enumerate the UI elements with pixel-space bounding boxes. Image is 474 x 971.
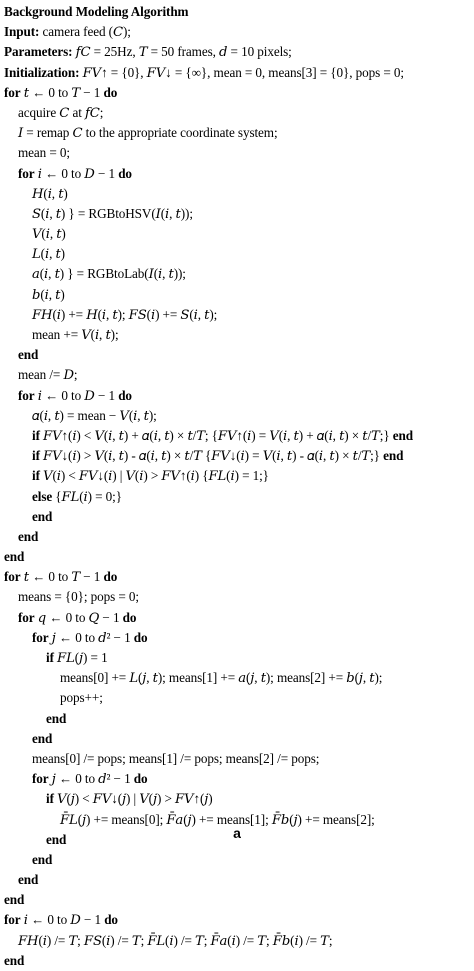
algorithm-line: if 𝐹𝑉↓(𝑖) > 𝑉(𝑖, 𝑡) - 𝛼(𝑖, 𝑡) × 𝑡/𝑇 {𝐹𝑉↓(𝑖) = 𝑉(𝑖, 𝑡) - 𝛼(𝑖, 𝑡) × 𝑡/𝑇;} end [32, 448, 404, 464]
algorithm-line: end [18, 872, 39, 888]
algorithm-line: 𝑏(𝑖, 𝑡) [32, 286, 65, 302]
algorithm-line: for 𝑖 ← 0 to 𝐷 − 1 do [4, 912, 118, 928]
algorithm-line: for 𝑗 ← 0 to 𝑑² − 1 do [32, 771, 148, 787]
algorithm-line: 𝑉(𝑖, 𝑡) [32, 226, 66, 242]
algorithm-line: for 𝑗 ← 0 to 𝑑² − 1 do [32, 629, 148, 645]
algorithm-line: end [46, 831, 67, 847]
algorithm-line: end [18, 528, 39, 544]
algorithm-line: 𝑆(𝑖, 𝑡) } = RGBtoHSV(𝐼(𝑖, 𝑡)); [32, 205, 193, 221]
algorithm-line: Input: camera feed (𝐶); [4, 24, 131, 40]
figure-caption: a [233, 825, 241, 841]
algorithm-line: mean += 𝑉(𝑖, 𝑡); [32, 327, 119, 342]
algorithm-line: end [32, 851, 53, 867]
algorithm-line: for 𝑡 ← 0 to 𝑇 − 1 do [4, 569, 118, 585]
algorithm-line: if 𝑉(𝑖) < 𝐹𝑉↓(𝑖) | 𝑉(𝑖) > 𝐹𝑉↑(𝑖) {𝐹𝐿(𝑖) = 1;} [32, 468, 269, 484]
algorithm-line: mean = 0; [18, 145, 70, 161]
algorithm-line: for 𝑞 ← 0 to 𝑄 − 1 do [18, 609, 137, 625]
algorithm-line: 𝐹𝐻(𝑖) /= 𝑇; 𝐹𝑆(𝑖) /= 𝑇; 𝐹̄𝐿(𝑖) /= 𝑇; 𝐹̄𝑎(𝑖) /= 𝑇; 𝐹̄𝑏(𝑖) /= 𝑇; [18, 932, 333, 948]
algorithm-line: 𝐼 = remap 𝐶 to the appropriate coordinate system; [18, 125, 278, 141]
algorithm-line: end [4, 952, 25, 968]
algorithm-line: 𝐹̄𝐿(𝑗) += means[0]; 𝐹̄𝑎(𝑗) += means[1]; 𝐹̄𝑏(𝑗) += means[2]; [60, 811, 375, 827]
algorithm-line: if 𝐹𝑉↑(𝑖) < 𝑉(𝑖, 𝑡) + 𝛼(𝑖, 𝑡) × 𝑡/𝑇; {𝐹𝑉↑(𝑖) = 𝑉(𝑖, 𝑡) + 𝛼(𝑖, 𝑡) × 𝑡/𝑇;} end [32, 427, 413, 443]
algorithm-line: mean /= 𝐷; [18, 367, 78, 383]
algorithm-line: if 𝐹𝐿(𝑗) = 1 [46, 650, 108, 665]
algorithm-line: end [4, 549, 25, 565]
algorithm-line: end [4, 892, 25, 908]
algorithm-line: 𝐹𝐻(𝑖) += 𝐻(𝑖, 𝑡); 𝐹𝑆(𝑖) += 𝑆(𝑖, 𝑡); [32, 306, 218, 322]
algorithm-line: means = {0}; pops = 0; [18, 589, 139, 605]
algorithm-line: for 𝑡 ← 0 to 𝑇 − 1 do [4, 84, 118, 100]
algorithm-line: end [32, 508, 53, 524]
algorithm-line: 𝛼(𝑖, 𝑡) = mean − 𝑉(𝑖, 𝑡); [32, 407, 157, 423]
algorithm-line: end [18, 347, 39, 363]
algorithm-line: end [46, 710, 67, 726]
algorithm-line: else {𝐹𝐿(𝑖) = 0;} [32, 488, 122, 504]
algorithm-line: pops++; [60, 690, 103, 706]
algorithm-line: for 𝑖 ← 0 to 𝐷 − 1 do [18, 165, 132, 181]
algorithm-line: 𝑎(𝑖, 𝑡) } = RGBtoLab(𝐼(𝑖, 𝑡)); [32, 266, 186, 282]
algorithm-line: end [32, 730, 53, 746]
algorithm-line: Initialization: 𝐹𝑉↑ = {0}, 𝐹𝑉↓ = {∞}, mean = 0, means[3] = {0}, pops = 0; [4, 64, 404, 80]
algorithm-line: acquire 𝐶 at 𝑓𝐶; [18, 104, 104, 120]
algorithm-line: Parameters: 𝑓𝐶 = 25Hz, 𝑇 = 50 frames, 𝑑 = 10 pixels; [4, 44, 292, 60]
algorithm-line: means[0] /= pops; means[1] /= pops; means[2] /= pops; [32, 750, 320, 766]
algorithm-line: if 𝑉(𝑗) < 𝐹𝑉↓(𝑗) | 𝑉(𝑗) > 𝐹𝑉↑(𝑗) [46, 791, 213, 807]
algorithm-title: Background Modeling Algorithm [4, 4, 189, 19]
algorithm-line: for 𝑖 ← 0 to 𝐷 − 1 do [18, 387, 132, 403]
algorithm-line: 𝐿(𝑖, 𝑡) [32, 246, 65, 262]
algorithm-line: 𝐻(𝑖, 𝑡) [32, 185, 68, 201]
algorithm-line: means[0] += 𝐿(𝑗, 𝑡); means[1] += 𝑎(𝑗, 𝑡); means[2] += 𝑏(𝑗, 𝑡); [60, 670, 383, 686]
